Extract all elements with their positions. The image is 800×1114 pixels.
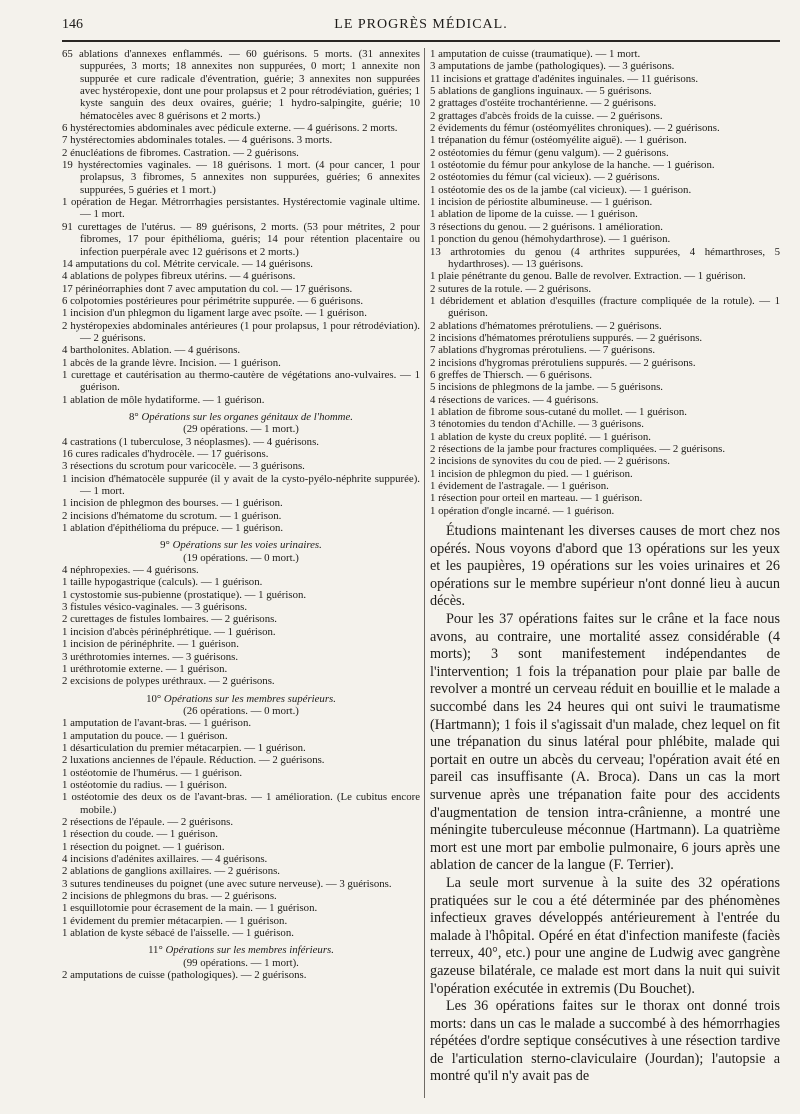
operation-entry: 2 incisions d'hématomes prérotuliens suppurés. — 2 guérisons. <box>430 331 703 344</box>
operation-entry: 2 amputations de cuisse (pathologiques). — 2 guérisons. <box>62 969 307 982</box>
operation-entry: 1 ponction du genou (hémohydarthrose). — 1 guérison. <box>430 233 671 246</box>
body-paragraph: La seule mort survenue à la suite des 32 opérations pratiquées sur le cou a été déterminée par des phénomènes infectieux graves développés antérieurement à l'entrée du malade à l'hôpital. Opéré en état d'infection manifeste (faciès terreux, 40°, etc.) pour une angine de Ludwig avec gangrène gazeuse bilatérale, ce malade est mort dans la nuit qui suivit l'opération exécutée in extremis (Du Bouchet). <box>430 874 780 997</box>
operation-entry: 17 périnéorraphies dont 7 avec amputation du col. — 17 guérisons. <box>62 282 353 295</box>
operation-entry: 11 incisions et grattage d'adénites inguinales. — 11 guérisons. <box>430 72 699 85</box>
operation-entry: 6 hystérectomies abdominales avec pédicule externe. — 4 guérisons. 2 morts. <box>62 122 398 135</box>
operation-entry: 1 incision de périostite albumineuse. — 1 guérison. <box>430 196 653 209</box>
operation-entry: 3 ténotomies du tendon d'Achille. — 3 guérisons. <box>430 418 644 431</box>
operation-entry: 65 ablations d'annexes enflammés. — 60 guérisons. 5 morts. (31 annexites suppurées, 3 morts; 18 annexites non suppurées, 0 mort; 1 annexite non suppurée et cure radicale d'éventration, guérie; 3 annexites non suppurées avec hystéropexie, dont une pour prolapsus et 2 pour rétrodéviation, guéries; 1 kyste sanguin des deux ovaires, guérie; 1 hydro-salpingite, guérie; 10 hématocèles avec 8 guérisons et 2 morts.) <box>62 48 420 122</box>
operation-entry: 1 désarticulation du premier métacarpien. — 1 guérison. <box>62 741 306 754</box>
operation-entry: 3 résections du scrotum pour varicocèle. — 3 guérisons. <box>62 460 305 473</box>
operation-entry: 1 ablation de môle hydatiforme. — 1 guérison. <box>62 393 265 406</box>
operation-entry: 2 sutures de la rotule. — 2 guérisons. <box>430 282 592 295</box>
operation-entry: 91 curettages de l'utérus. — 89 guérisons, 2 morts. (53 pour métrites, 2 pour fibromes, 17 pour épithélioma, guéris; 14 pour rétention placentaire ou infection puerpérale avec 12 guérisons et 2 morts.) <box>62 220 420 258</box>
section-title: Opérations sur les membres supérieurs. <box>163 692 336 705</box>
operation-entry: 1 curettage et cautérisation au thermo-cautère de végétations ano-vulvaires. — 1 guérison. <box>62 368 420 394</box>
operation-entry: 1 trépanation du fémur (ostéomyélite aiguë). — 1 guérison. <box>430 134 687 147</box>
operation-entry: 1 incision d'hématocèle suppurée (il y avait de la cysto-pyélo-néphrite suppurée). — 1 mort. <box>62 472 420 498</box>
operation-entry: 1 ablation d'épithélioma du prépuce. — 1 guérison. <box>62 522 284 535</box>
body-paragraph: Pour les 37 opérations faites sur le crâne et la face nous avons, au contraire, une mortalité assez considérable (4 morts); 3 sont manifestement indépendantes de l'intervention; 1 fois la trépanation pour plaie par balle de revolver a montré un cerveau réduit en bouillie et le malade a succombé dans les 24 heures qui ont suivi le traumatisme (Hartmann); 1 fois il s'agissait d'un malade, chez lequel on fit une trépanation du sinus latéral pour phlébite, malade qui portait en outre un abcès du cerveau; l'opération avait été en pareil cas insuffisante (A. Broca). Dans un cas la mort survenue après une trépanation faite pour des accidents d'augmentation de tension intra-crânienne, a montré une méningite tuberculeuse méconnue (Hartmann). La quatrième mort est une mort par embolie pulmonaire, 6 jours après une ablation de cancer de la langue (F. Terrier). <box>430 611 780 874</box>
column-divider <box>424 48 425 1098</box>
section-number: 9° <box>160 539 173 552</box>
operation-entry: 1 cystostomie sus-pubienne (prostatique). — 1 guérison. <box>62 588 307 601</box>
operation-entry: 1 évidement du premier métacarpien. — 1 guérison. <box>62 914 288 927</box>
operation-entry: 7 ablations d'hygromas prérotuliens. — 7 guérisons. <box>430 344 656 357</box>
section-title: Opérations sur les membres inférieurs. <box>165 944 334 957</box>
operation-entry: 2 ablations de ganglions axillaires. — 2 guérisons. <box>62 865 280 878</box>
section-summary: (26 opérations. — 0 mort.) <box>183 704 299 717</box>
page-header <box>62 14 780 42</box>
operation-entry: 19 hystérectomies vaginales. — 18 guérisons. 1 mort. (4 pour cancer, 1 pour prolapsus, 3 fibromes, 5 annexites non suppurées, guéries; 6 annexites suppurées, 5 guéries et 1 mort.) <box>62 159 420 196</box>
operation-entry: 2 incisions d'hématome du scrotum. — 1 guérison. <box>62 509 282 522</box>
operation-entry: 1 plaie pénétrante du genou. Balle de revolver. Extraction. — 1 guérison. <box>430 270 746 283</box>
operation-entry: 2 grattages d'ostéite trochantérienne. — 2 guérisons. <box>430 97 657 110</box>
operation-entry: 2 ablations d'hématomes prérotuliens. — 2 guérisons. <box>430 319 662 332</box>
operation-entry: 2 ostéotomies du fémur (cal vicieux). — 2 guérisons. <box>430 171 660 184</box>
operation-entry: 7 hystérectomies abdominales totales. — 4 guérisons. 3 morts. <box>62 134 333 147</box>
section-heading <box>62 693 420 705</box>
section-summary: (29 opérations. — 1 mort.) <box>183 423 299 436</box>
operation-entry: 1 esquillotomie pour écrasement de la main. — 1 guérison. <box>62 902 318 915</box>
operation-entry: 1 ablation de kyste sébacé de l'aisselle. — 1 guérison. <box>62 927 294 940</box>
operation-entry: 1 ostéotomie de l'humérus. — 1 guérison. <box>62 766 243 779</box>
operation-entry: 3 résections du genou. — 2 guérisons. 1 amélioration. <box>430 220 663 233</box>
operation-entry: 2 incisions de synovites du cou de pied. — 2 guérisons. <box>430 455 670 468</box>
section-number: 8° <box>129 410 142 423</box>
operation-entry: 1 amputation de cuisse (traumatique). — 1 mort. <box>430 48 641 60</box>
operation-entry: 1 ostéotomie du fémur pour ankylose de la hanche. — 1 guérison. <box>430 159 715 172</box>
operation-entry: 2 résections de l'épaule. — 2 guérisons. <box>62 815 234 828</box>
page-number: 146 <box>62 17 83 32</box>
operation-entry: 1 amputation du pouce. — 1 guérison. <box>62 729 228 742</box>
operation-entry: 1 débridement et ablation d'esquilles (fracture compliquée de la rotule). — 1 guérison. <box>430 294 780 320</box>
operation-entry: 4 néphropexies. — 4 guérisons. <box>62 564 199 577</box>
operation-entry: 1 ostéotomie du radius. — 1 guérison. <box>62 778 227 791</box>
operation-entry: 1 incision d'un phlegmon du ligament large avec psoïte. — 1 guérison. <box>62 307 367 320</box>
section-number: 10° <box>146 692 164 705</box>
operation-entry: 1 résection du coude. — 1 guérison. <box>62 828 218 841</box>
operation-entry: 3 amputations de jambe (pathologiques). — 3 guérisons. <box>430 60 675 73</box>
section-title: Opérations sur les organes génitaux de l'homme. <box>141 410 353 423</box>
operation-entry: 3 fistules vésico-vaginales. — 3 guérisons. <box>62 601 248 614</box>
operation-entry: 1 ablation de kyste du creux poplité. — 1 guérison. <box>430 430 651 443</box>
section-heading <box>62 539 420 551</box>
operation-entry: 1 ablation de fibrome sous-cutané du mollet. — 1 guérison. <box>430 405 687 418</box>
operation-entry: 5 ablations de ganglions inguinaux. — 5 guérisons. <box>430 85 652 98</box>
operation-entry: 2 ostéotomies du fémur (genu valgum). — 2 guérisons. <box>430 146 669 159</box>
operation-entry: 4 bartholonites. Ablation. — 4 guérisons. <box>62 344 241 357</box>
operation-entry: 1 ostéotomie des os de la jambe (cal vicieux). — 1 guérison. <box>430 183 692 196</box>
operation-entry: 1 uréthrotomie externe. — 1 guérison. <box>62 662 228 675</box>
right-column <box>430 48 780 1086</box>
discussion-text <box>430 523 780 1086</box>
operation-entry: 16 cures radicales d'hydrocèle. — 17 guérisons. <box>62 448 269 460</box>
operation-entry: 4 ablations de polypes fibreux utérins. — 4 guérisons. <box>62 270 296 283</box>
operation-entry: 1 taille hypogastrique (calculs). — 1 guérison. <box>62 576 263 589</box>
operations-list-continued <box>430 48 780 517</box>
operation-entry: 2 excisions de polypes uréthraux. — 2 guérisons. <box>62 675 275 688</box>
operation-entry: 2 curettages de fistules lombaires. — 2 guérisons. <box>62 613 277 626</box>
operation-entry: 2 résections de la jambe pour fractures compliquées. — 2 guérisons. <box>430 443 726 455</box>
operation-entry: 1 opération d'ongle incarné. — 1 guérison. <box>430 504 615 517</box>
operation-entry: 4 castrations (1 tuberculose, 3 néoplasmes). — 4 guérisons. <box>62 435 319 448</box>
section-summary: (19 opérations. — 0 mort.) <box>183 551 299 564</box>
left-column <box>62 48 420 981</box>
operation-entry: 2 incisions de phlegmons du bras. — 2 guérisons. <box>62 890 277 903</box>
operation-entry: 1 opération de Hegar. Métrorrhagies persistantes. Hystérectomie vaginale ultime. — 1 mort. <box>62 196 420 221</box>
operation-entry: 1 évidement de l'astragale. — 1 guérison. <box>430 480 609 493</box>
operation-entry: 1 résection pour orteil en marteau. — 1 guérison. <box>430 492 643 505</box>
operation-entry: 1 abcès de la grande lèvre. Incision. — 1 guérison. <box>62 356 281 369</box>
operation-entry: 14 amputations du col. Métrite cervicale. — 14 guérisons. <box>62 257 313 270</box>
journal-title: LE PROGRÈS MÉDICAL. <box>334 17 508 32</box>
body-paragraph: Les 36 opérations faites sur le thorax ont donné trois morts: dans un cas le malade a succombé à des hémorrhagies répétées d'ordre septique consécutives à une résection tardive de l'articulation sterno-claviculaire (Jourdan); l'autopsie a montré qu'il n'y avait pas de <box>430 998 780 1085</box>
operation-entry: 1 résection du poignet. — 1 guérison. <box>62 840 225 853</box>
operation-entry: 1 amputation de l'avant-bras. — 1 guérison. <box>62 717 252 730</box>
operation-entry: 6 colpotomies postérieures pour périmétrite suppurée. — 6 guérisons. <box>62 294 364 307</box>
operation-entry: 1 incision d'abcès périnéphrétique. — 1 guérison. <box>62 625 276 638</box>
operation-entry: 3 uréthrotomies internes. — 3 guérisons. <box>62 650 239 663</box>
operation-entry: 4 incisions d'adénites axillaires. — 4 guérisons. <box>62 853 268 865</box>
operation-entry: 2 grattages d'abcès froids de la cuisse. — 2 guérisons. <box>430 109 663 122</box>
operation-entry: 1 ostéotomie des deux os de l'avant-bras. — 1 amélioration. (Le cubitus encore mobile.) <box>62 791 420 816</box>
operation-entry: 5 incisions de phlegmons de la jambe. — 5 guérisons. <box>430 381 663 394</box>
operation-entry: 13 arthrotomies du genou (4 arthrites suppurées, 4 hémarthroses, 5 hydarthroses). — 13 guérisons. <box>430 245 780 270</box>
section-heading <box>62 944 420 956</box>
operation-entry: 4 résections de varices. — 4 guérisons. <box>430 393 599 406</box>
operation-entry: 1 incision de phlegmon des bourses. — 1 guérison. <box>62 497 283 510</box>
section-summary: (99 opérations. — 1 mort). <box>183 956 299 969</box>
operation-entry: 1 incision de phlegmon du pied. — 1 guérison. <box>430 467 633 480</box>
section-heading <box>62 411 420 423</box>
operation-entry: 2 luxations anciennes de l'épaule. Réduction. — 2 guérisons. <box>62 754 325 767</box>
section-title: Opérations sur les voies urinaires. <box>172 539 322 552</box>
operation-entry: 2 hystéropexies abdominales antérieures (1 pour prolapsus, 1 pour rétrodéviation). — 2 guérisons. <box>62 319 420 344</box>
section-number: 11° <box>148 944 166 957</box>
operation-entry: 3 sutures tendineuses du poignet (une avec suture nerveuse). — 3 guérisons. <box>62 877 392 890</box>
operation-entry: 2 évidements du fémur (ostéomyélites chroniques). — 2 guérisons. <box>430 122 720 135</box>
operation-entry: 2 énucléations de fibromes. Castration. — 2 guérisons. <box>62 146 299 159</box>
body-paragraph: Étudions maintenant les diverses causes de mort chez nos opérés. Nous voyons d'abord que 13 opérations sur les yeux et les paupières, 19 opérations sur les voies urinaires et 26 opérations sur le membre supérieur n'ont donné lieu à aucun décès. <box>430 523 780 610</box>
operation-entry: 1 ablation de lipome de la cuisse. — 1 guérison. <box>430 208 638 221</box>
operation-entry: 6 greffes de Thiersch. — 6 guérisons. <box>430 368 593 381</box>
operation-entry: 2 incisions d'hygromas prérotuliens suppurés. — 2 guérisons. <box>430 356 696 369</box>
operation-entry: 1 incision de périnéphrite. — 1 guérison. <box>62 638 239 651</box>
